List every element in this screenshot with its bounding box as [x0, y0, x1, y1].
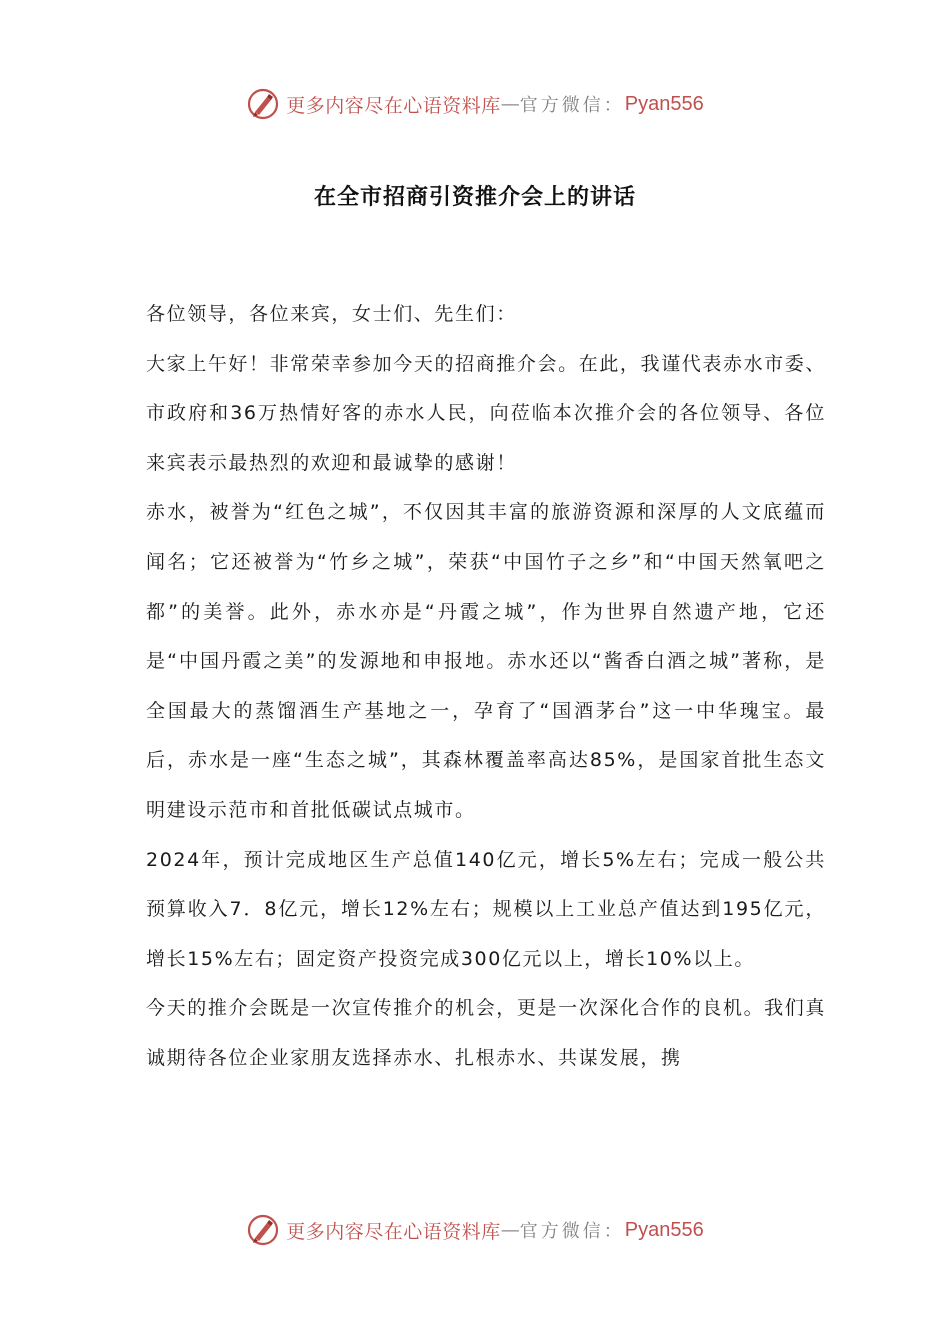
- banner-text: 更多内容尽在心语资料库: [286, 94, 501, 117]
- banner-separator: —: [500, 1219, 520, 1241]
- paragraph-invitation: 今天的推介会既是一次宣传推介的机会，更是一次深化合作的良机。我们真诚期待各位企业家朋友选择赤水、扎根赤水、共谋发展，携: [146, 997, 826, 1069]
- pen-logo-icon: [246, 1213, 280, 1247]
- banner-separator: —: [500, 93, 520, 115]
- banner-text: 更多内容尽在心语资料库: [286, 1220, 501, 1243]
- pen-logo-icon: [246, 87, 280, 121]
- banner-official-label: 官方微信：: [519, 1221, 625, 1242]
- paragraph-economy-2024: 2024年，预计完成地区生产总值140亿元，增长5%左右；完成一般公共预算收入7．8亿元，增长12%左右；规模以上工业总产值达到195亿元，增长15%左右；固定资产投资完成300亿元以上，增长10%以上。: [146, 848, 826, 970]
- banner-official-label: 官方微信：: [519, 95, 625, 116]
- banner-wechat-id: Pyan556: [624, 92, 704, 115]
- document-title: 在全市招商引资推介会上的讲话: [313, 185, 636, 210]
- header-watermark-banner: [0, 84, 950, 124]
- paragraph-greeting: 各位领导，各位来宾，女士们、先生们：: [146, 303, 517, 325]
- footer-watermark-banner: [0, 1210, 950, 1250]
- document-body: [146, 290, 826, 1084]
- paragraph-welcome: 大家上午好！非常荣幸参加今天的招商推介会。在此，我谨代表赤水市委、市政府和36万热情好客的赤水人民，向莅临本次推介会的各位领导、各位来宾表示最热烈的欢迎和最诚挚的感谢！: [146, 352, 826, 474]
- paragraph-city-intro: 赤水，被誉为“红色之城”，不仅因其丰富的旅游资源和深厚的人文底蕴而闻名；它还被誉为“竹乡之城”，荣获“中国竹子之乡”和“中国天然氧吧之都”的美誉。此外，赤水亦是“丹霞之城”，作为世界自然遗产地，它还是“中国丹霞之美”的发源地和申报地。赤水还以“酱香白酒之城”著称，是全国最大的蒸馏酒生产基地之一，孕育了“国酒茅台”这一中华瑰宝。最后，赤水是一座“生态之城”，其森林覆盖率高达85%，是国家首批生态文明建设示范市和首批低碳试点城市。: [146, 501, 826, 821]
- banner-wechat-id: Pyan556: [624, 1218, 704, 1241]
